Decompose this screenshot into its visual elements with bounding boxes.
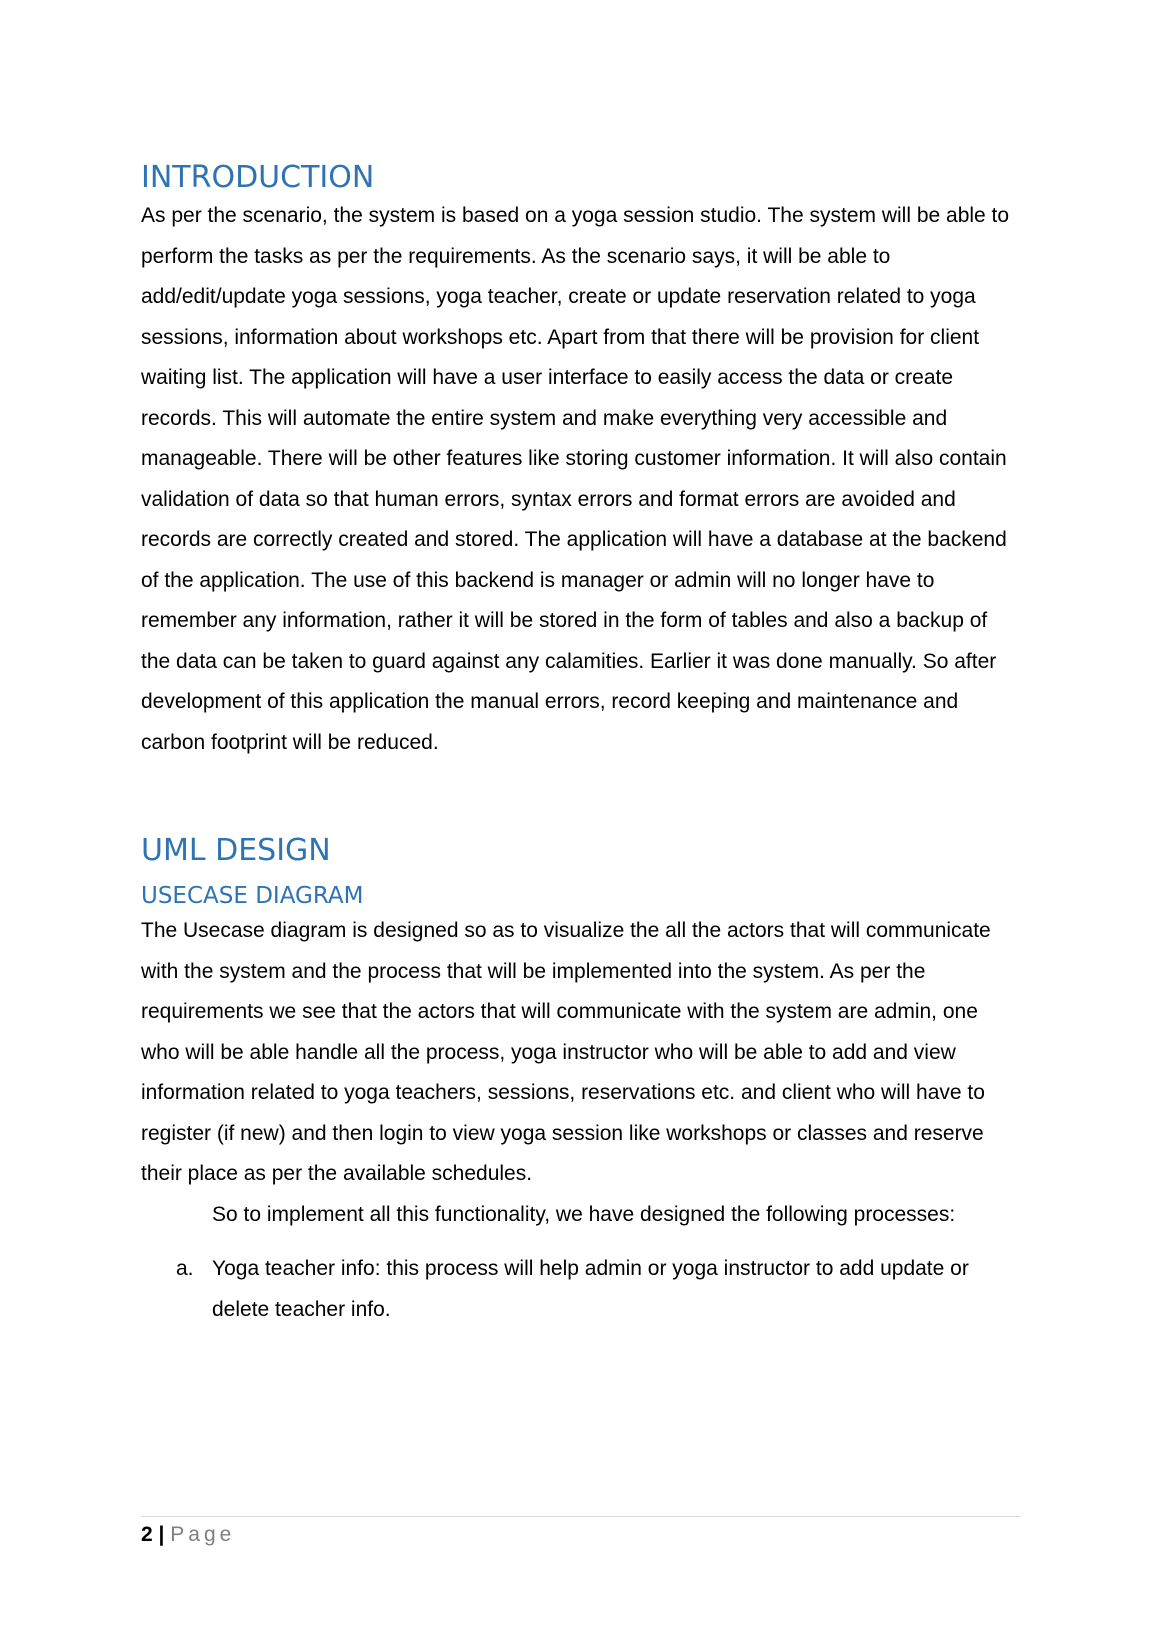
- uml-design-section: [141, 833, 1021, 1330]
- usecase-diagram-subsection: [141, 881, 1021, 1330]
- introduction-heading: INTRODUCTION: [141, 160, 375, 195]
- list-item: [141, 1249, 1021, 1330]
- uml-design-heading: UML DESIGN: [141, 833, 331, 868]
- page-content: [141, 160, 1021, 1330]
- usecase-diagram-subheading: USECASE DIAGRAM: [141, 883, 364, 909]
- introduction-paragraph: As per the scenario, the system is based on a yoga session studio. The system will be able to perform the tasks as per the requirements. As the scenario says, it will be able to add/edit/update yoga sessions, yoga teacher, create or update reservation related to yoga sessions, information about workshops etc. Apart from that there will be provision for client waiting list. The application will have a user interface to easily access the data or create records. This will automate the entire system and make everything very accessible and manageable. There will be other features like storing customer information. It will also contain validation of data so that human errors, syntax errors and format errors are avoided and records are correctly created and stored. The application will have a database at the backend of the application. The use of this backend is manager or admin will no longer have to remember any information, rather it will be stored in the form of tables and also a backup of the data can be taken to guard against any calamities. Earlier it was done manually. So after development of this application the manual errors, record keeping and maintenance and carbon footprint will be reduced.: [141, 204, 1010, 754]
- page-label: Page: [170, 1523, 236, 1546]
- page-number: 2: [141, 1523, 153, 1546]
- introduction-section: [141, 160, 1021, 763]
- page-footer: [141, 1516, 1021, 1549]
- list-item-marker: a.: [176, 1257, 194, 1280]
- process-list: [141, 1249, 1021, 1330]
- list-item-text: Yoga teacher info: this process will help admin or yoga instructor to add update or delete teacher info.: [212, 1257, 969, 1321]
- usecase-paragraph: The Usecase diagram is designed so as to visualize the all the actors that will communicate with the system and the process that will be implemented into the system. As per the requirements we see that the actors that will communicate with the system are admin, one who will be able handle all the process, yoga instructor who will be able to add and view information related to yoga teachers, sessions, reservations etc. and client who will have to register (if new) and then login to view yoga session like workshops or classes and reserve their place as per the available schedules.: [141, 919, 991, 1185]
- footer-separator: |: [158, 1523, 165, 1546]
- processes-intro-paragraph: So to implement all this functionality, we have designed the following processes:: [212, 1202, 956, 1226]
